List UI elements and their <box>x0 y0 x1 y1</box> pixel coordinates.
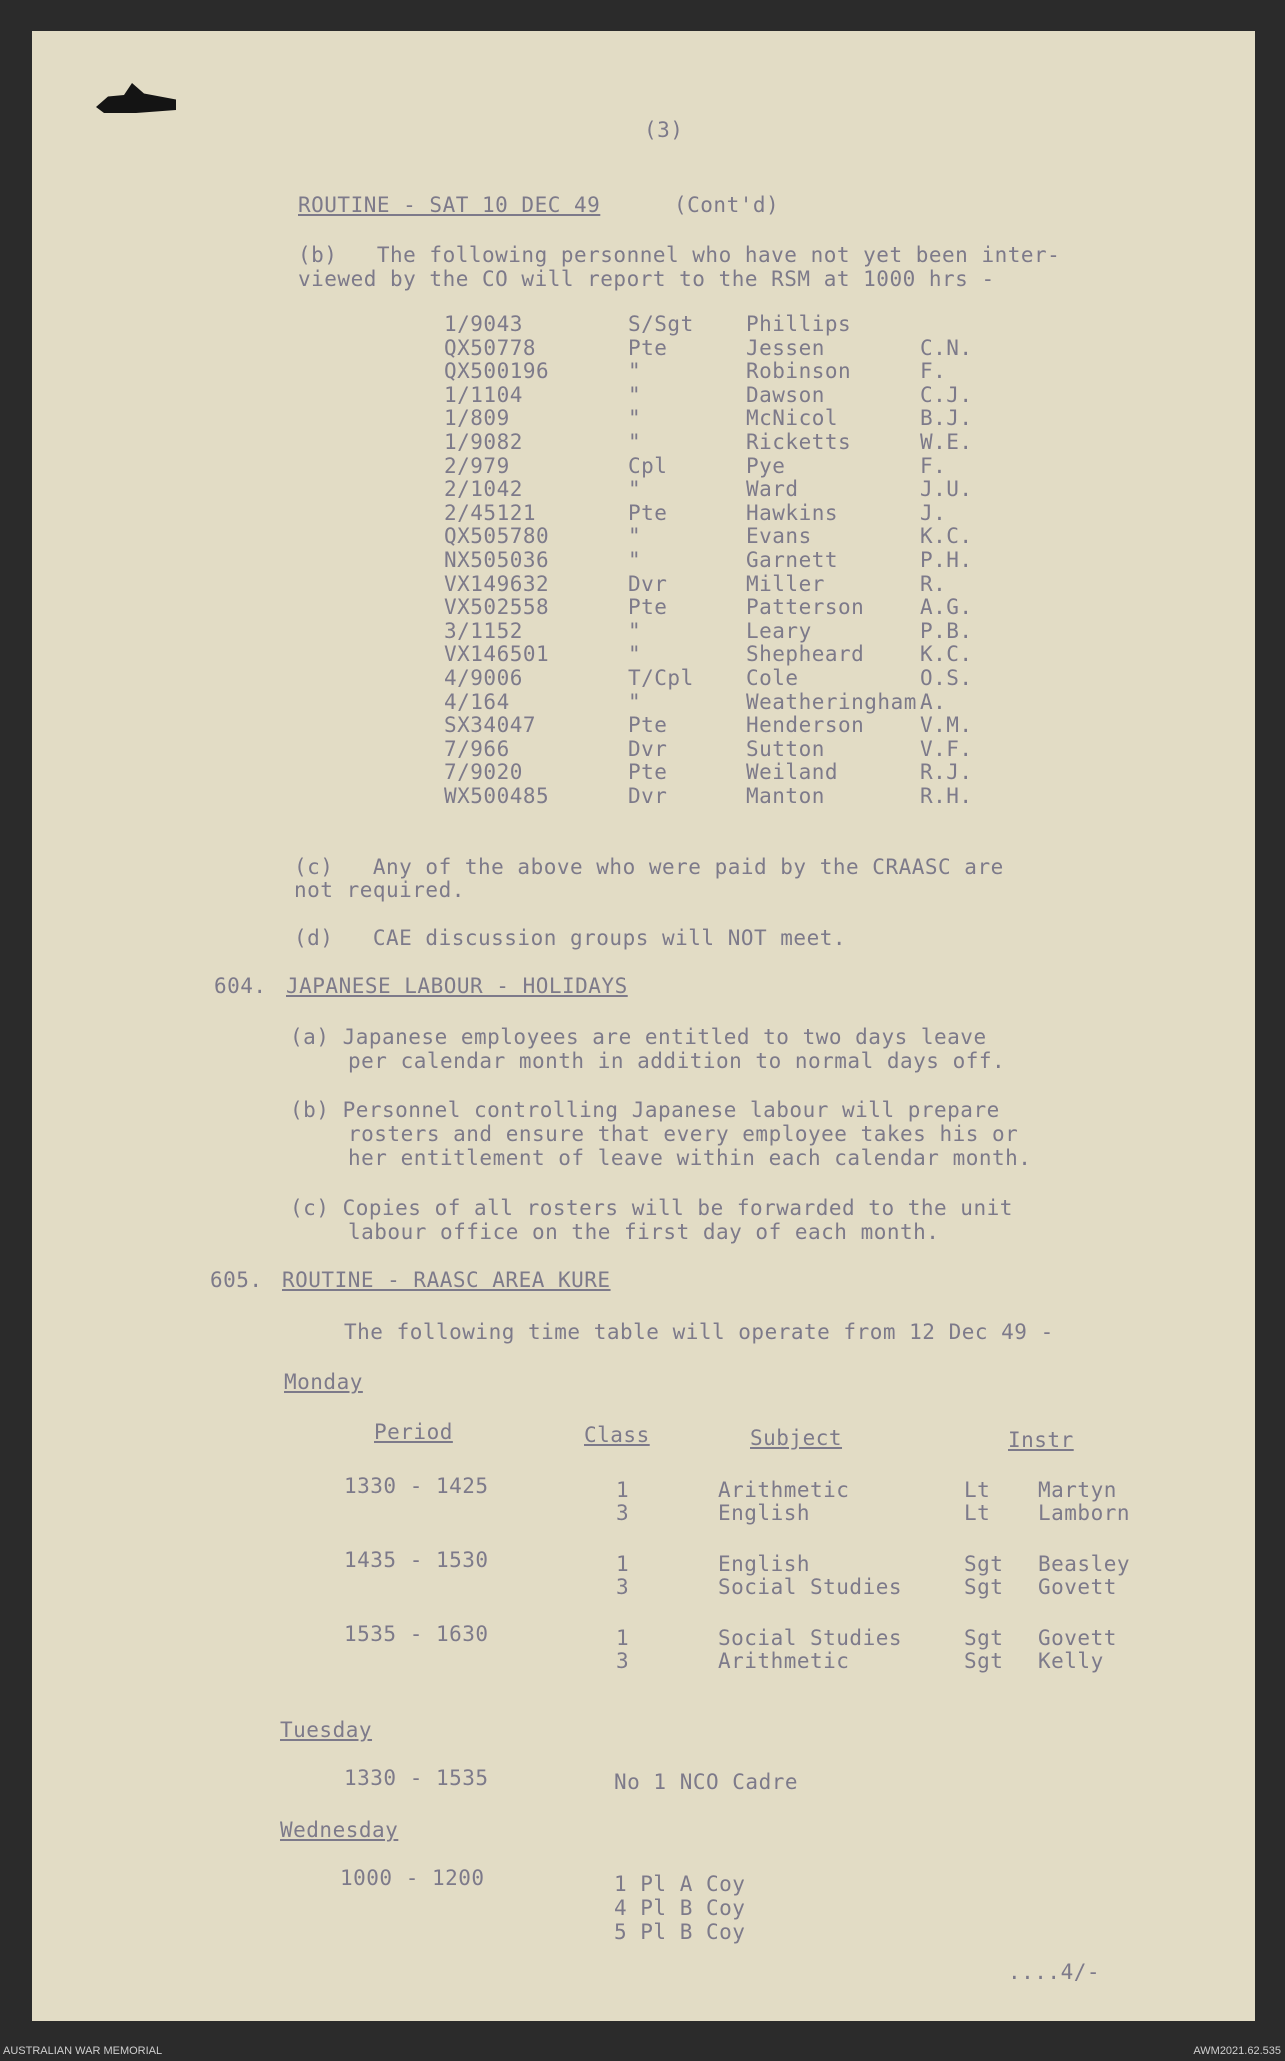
personnel-number: VX149632 <box>444 571 550 596</box>
timetable-instr-rank: Sgt <box>964 1575 1004 1599</box>
personnel-name: Jessen <box>746 335 825 360</box>
tuesday-text: No 1 NCO Cadre <box>614 1770 799 1794</box>
personnel-name: Phillips <box>746 312 852 336</box>
timetable-class: 3 <box>616 1575 630 1599</box>
timetable-instr-name: Beasley <box>1038 1552 1131 1576</box>
s604-c-line1: (c) Copies of all rosters will be forwarded to the unit <box>290 1196 1013 1220</box>
timetable-period: 1435 - 1530 <box>344 1548 489 1572</box>
personnel-number: 2/979 <box>444 453 510 478</box>
day-monday: Monday <box>284 1370 363 1394</box>
timetable-subject: English <box>718 1552 811 1576</box>
para-b-line2: viewed by the CO will report to the RSM at 1000 hrs - <box>298 267 995 291</box>
personnel-number: QX50778 <box>444 335 537 360</box>
wednesday-item: 1 Pl A Coy <box>614 1872 746 1896</box>
personnel-initials: A.G. <box>920 595 973 620</box>
personnel-number: WX500485 <box>444 784 550 808</box>
personnel-initials: P.H. <box>920 548 973 572</box>
heading-contd: (Cont'd) <box>674 193 780 217</box>
personnel-name: Henderson <box>746 713 865 738</box>
personnel-name: Ward <box>746 477 799 502</box>
continuation-mark: ....4/- <box>1008 1960 1101 1984</box>
timetable-period: 1535 - 1630 <box>344 1622 489 1646</box>
document-page <box>32 31 1255 2021</box>
personnel-number: 1/9043 <box>444 312 523 336</box>
personnel-number: 3/1152 <box>444 618 523 643</box>
timetable-instr-rank: Sgt <box>964 1552 1004 1576</box>
timetable-subject: Social Studies <box>718 1575 903 1599</box>
col-period: Period <box>374 1420 453 1444</box>
section-604-number: 604. <box>214 974 267 998</box>
personnel-name: Evans <box>746 524 812 549</box>
personnel-number: SX34047 <box>444 713 537 738</box>
personnel-initials: J.U. <box>920 477 973 502</box>
personnel-rank: " <box>628 359 642 384</box>
page-number: (3) <box>644 118 684 142</box>
para-c-line2: not required. <box>294 878 465 902</box>
personnel-initials: F. <box>920 453 947 478</box>
tuesday-period: 1330 - 1535 <box>344 1766 489 1790</box>
para-d: (d) CAE discussion groups will NOT meet. <box>294 926 847 950</box>
personnel-number: 1/9082 <box>444 430 523 454</box>
personnel-name: Leary <box>746 618 812 643</box>
timetable-subject: Arithmetic <box>718 1649 850 1673</box>
personnel-initials: V.M. <box>920 713 973 738</box>
personnel-name: Shepheard <box>746 642 865 667</box>
personnel-name: Weatheringham <box>746 689 917 714</box>
ink-blot <box>96 83 176 113</box>
personnel-rank: Pte <box>628 500 668 525</box>
personnel-rank: Cpl <box>628 453 668 478</box>
timetable-instr-name: Govett <box>1038 1626 1117 1650</box>
timetable-instr-name: Lamborn <box>1038 1501 1131 1525</box>
footer-right: AWM2021.62.535 <box>1193 2045 1281 2057</box>
section-605-title: ROUTINE - RAASC AREA KURE <box>282 1268 611 1292</box>
timetable-class: 1 <box>616 1626 630 1650</box>
timetable-instr-name: Kelly <box>1038 1649 1104 1673</box>
personnel-number: VX146501 <box>444 642 550 667</box>
personnel-rank: Pte <box>628 760 668 785</box>
section-605-number: 605. <box>210 1268 263 1292</box>
personnel-rank: " <box>628 548 642 572</box>
para-b-line1: (b) The following personnel who have not yet been inter- <box>298 243 1061 267</box>
personnel-name: Robinson <box>746 359 852 384</box>
personnel-name: Patterson <box>746 595 865 620</box>
personnel-name: Manton <box>746 784 825 808</box>
personnel-rank: Pte <box>628 335 668 360</box>
personnel-initials: A. <box>920 689 947 714</box>
personnel-rank: " <box>628 382 642 407</box>
timetable-instr-name: Martyn <box>1038 1478 1117 1502</box>
para-c-line1: (c) Any of the above who were paid by the CRAASC are <box>294 855 1004 879</box>
personnel-number: QX500196 <box>444 359 550 384</box>
personnel-initials: J. <box>920 500 947 525</box>
personnel-rank: Dvr <box>628 571 668 596</box>
personnel-rank: " <box>628 477 642 502</box>
personnel-initials: C.J. <box>920 382 973 407</box>
personnel-number: 7/9020 <box>444 760 523 785</box>
personnel-rank: " <box>628 689 642 714</box>
personnel-number: 2/1042 <box>444 477 523 502</box>
personnel-initials: W.E. <box>920 430 973 454</box>
personnel-number: 7/966 <box>444 736 510 761</box>
timetable-instr-rank: Lt <box>964 1501 991 1525</box>
day-wednesday: Wednesday <box>280 1818 399 1842</box>
personnel-rank: " <box>628 406 642 431</box>
personnel-rank: T/Cpl <box>628 666 694 690</box>
timetable-class: 3 <box>616 1501 630 1525</box>
personnel-number: NX505036 <box>444 548 550 572</box>
personnel-rank: " <box>628 642 642 667</box>
timetable-subject: Social Studies <box>718 1626 903 1650</box>
personnel-number: 4/9006 <box>444 666 523 690</box>
s604-b-line1: (b) Personnel controlling Japanese labour will prepare <box>290 1098 1000 1122</box>
personnel-number: 4/164 <box>444 689 510 714</box>
personnel-initials: R.J. <box>920 760 973 785</box>
personnel-initials: K.C. <box>920 524 973 549</box>
s604-a-line1: (a) Japanese employees are entitled to two days leave <box>290 1025 987 1049</box>
personnel-initials: O.S. <box>920 666 973 690</box>
personnel-number: QX505780 <box>444 524 550 549</box>
col-class: Class <box>584 1423 650 1447</box>
s604-b-line3: her entitlement of leave within each calendar month. <box>348 1146 1032 1170</box>
heading-routine: ROUTINE - SAT 10 DEC 49 <box>298 193 601 217</box>
s605-intro: The following time table will operate from 12 Dec 49 - <box>344 1320 1054 1344</box>
personnel-number: VX502558 <box>444 595 550 620</box>
personnel-initials: R. <box>920 571 947 596</box>
wednesday-period: 1000 - 1200 <box>340 1866 485 1890</box>
personnel-number: 1/809 <box>444 406 510 431</box>
timetable-class: 1 <box>616 1478 630 1502</box>
timetable-subject: English <box>718 1501 811 1525</box>
personnel-initials: K.C. <box>920 642 973 667</box>
footer-left: AUSTRALIAN WAR MEMORIAL <box>3 2045 163 2057</box>
personnel-name: Miller <box>746 571 825 596</box>
personnel-initials: F. <box>920 359 947 384</box>
personnel-name: McNicol <box>746 406 839 431</box>
timetable-class: 1 <box>616 1552 630 1576</box>
timetable-instr-rank: Lt <box>964 1478 991 1502</box>
col-instr: Instr <box>1008 1428 1074 1452</box>
personnel-rank: S/Sgt <box>628 312 694 336</box>
personnel-name: Weiland <box>746 760 839 785</box>
section-604-title: JAPANESE LABOUR - HOLIDAYS <box>286 974 628 998</box>
personnel-rank: Dvr <box>628 736 668 761</box>
personnel-name: Dawson <box>746 382 825 407</box>
personnel-name: Hawkins <box>746 500 839 525</box>
col-subject: Subject <box>750 1426 843 1450</box>
s604-a-line2: per calendar month in addition to normal days off. <box>348 1049 1006 1073</box>
personnel-name: Sutton <box>746 736 825 761</box>
personnel-rank: Pte <box>628 713 668 738</box>
wednesday-item: 5 Pl B Coy <box>614 1920 746 1944</box>
timetable-period: 1330 - 1425 <box>344 1474 489 1498</box>
personnel-name: Ricketts <box>746 430 852 454</box>
s604-b-line2: rosters and ensure that every employee takes his or <box>348 1122 1019 1146</box>
personnel-name: Pye <box>746 453 786 478</box>
personnel-initials: R.H. <box>920 784 973 808</box>
personnel-number: 1/1104 <box>444 382 523 407</box>
timetable-instr-name: Govett <box>1038 1575 1117 1599</box>
personnel-initials: V.F. <box>920 736 973 761</box>
personnel-rank: Dvr <box>628 784 668 808</box>
personnel-initials: C.N. <box>920 335 973 360</box>
personnel-name: Cole <box>746 666 799 690</box>
personnel-initials: P.B. <box>920 618 973 643</box>
personnel-rank: Pte <box>628 595 668 620</box>
personnel-name: Garnett <box>746 548 839 572</box>
personnel-rank: " <box>628 618 642 643</box>
day-tuesday: Tuesday <box>280 1718 373 1742</box>
timetable-instr-rank: Sgt <box>964 1626 1004 1650</box>
personnel-rank: " <box>628 430 642 454</box>
personnel-number: 2/45121 <box>444 500 537 525</box>
wednesday-item: 4 Pl B Coy <box>614 1896 746 1920</box>
timetable-class: 3 <box>616 1649 630 1673</box>
timetable-instr-rank: Sgt <box>964 1649 1004 1673</box>
s604-c-line2: labour office on the first day of each month. <box>348 1220 940 1244</box>
timetable-subject: Arithmetic <box>718 1478 850 1502</box>
personnel-initials: B.J. <box>920 406 973 431</box>
personnel-rank: " <box>628 524 642 549</box>
